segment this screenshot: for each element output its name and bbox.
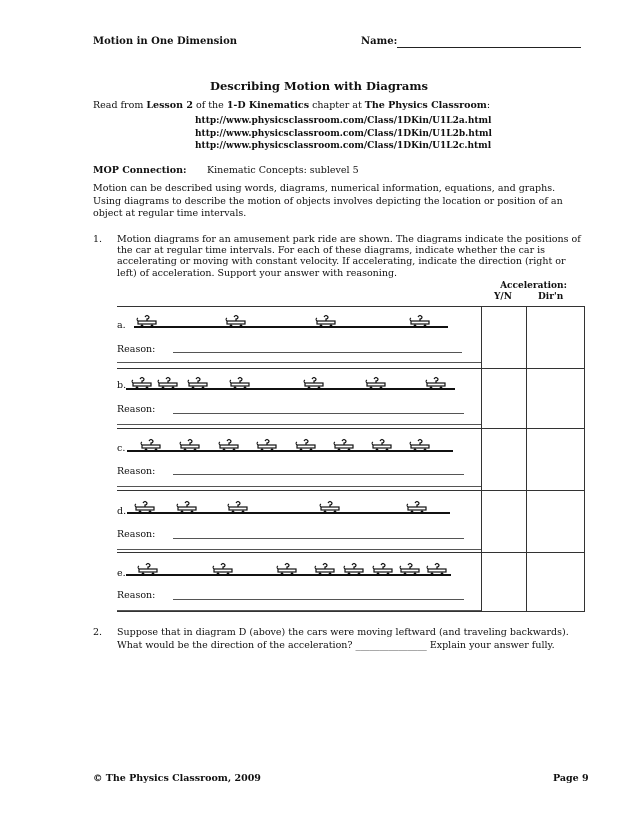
name-label: Name: xyxy=(361,36,398,47)
car-icon xyxy=(275,562,299,576)
row-underline xyxy=(117,362,481,363)
read-from-line xyxy=(93,100,490,111)
track-a xyxy=(134,326,448,328)
footer-page-number: Page 9 xyxy=(553,773,589,784)
row-underline xyxy=(117,486,481,487)
row-underline xyxy=(117,610,481,611)
reason-line-e[interactable] xyxy=(173,599,464,600)
car-icon xyxy=(405,500,429,514)
reason-line-b[interactable] xyxy=(173,413,464,414)
table-divider xyxy=(481,306,482,612)
reason-label: Reason: xyxy=(117,466,156,477)
row-e-label: e. xyxy=(117,568,126,579)
car-icon xyxy=(408,438,432,452)
car-icon xyxy=(255,438,279,452)
name-blank-line[interactable] xyxy=(397,47,581,48)
car-icon xyxy=(364,376,388,390)
track-c xyxy=(127,450,453,452)
car-icon xyxy=(398,562,422,576)
car-icon xyxy=(211,562,235,576)
row-underline xyxy=(117,549,481,550)
car-icon xyxy=(314,314,338,328)
yn-column-header: Y/N xyxy=(494,292,512,302)
table-rule xyxy=(117,368,585,369)
table-divider xyxy=(526,306,527,612)
row-c-label: c. xyxy=(117,443,126,454)
reason-label: Reason: xyxy=(117,590,156,601)
reason-line-d[interactable] xyxy=(173,538,464,539)
intro-paragraph: Motion can be described using words, diagrams, numerical information, equations, and graphs. Using diagrams to describe the motion of objects involves depicting the location or position of an object at regular time intervals. xyxy=(93,183,563,219)
table-divider xyxy=(584,306,585,612)
car-icon xyxy=(175,500,199,514)
reason-label: Reason: xyxy=(117,344,156,355)
car-icon xyxy=(318,500,342,514)
footer-copyright: © The Physics Classroom, 2009 xyxy=(93,773,261,784)
row-a-label: a. xyxy=(117,320,126,331)
car-icon xyxy=(136,562,160,576)
car-icon xyxy=(226,500,250,514)
chapter-name: 1-D Kinematics xyxy=(226,100,310,111)
url-link[interactable]: http://www.physicsclassroom.com/Class/1DKin/U1L2c.html xyxy=(195,141,492,151)
car-icon xyxy=(186,376,210,390)
car-icon xyxy=(130,376,154,390)
question-1-number: 1. xyxy=(93,234,103,245)
table-rule xyxy=(117,306,585,307)
car-icon xyxy=(228,376,252,390)
reason-line-a[interactable] xyxy=(173,352,462,353)
direction-column-header: Dir'n xyxy=(538,292,564,302)
car-icon xyxy=(135,314,159,328)
read-prefix: Read from xyxy=(93,100,147,111)
car-icon xyxy=(342,562,366,576)
table-rule xyxy=(117,552,585,553)
url-list xyxy=(195,115,492,153)
question-2-text: Suppose that in diagram D (above) the cars were moving leftward (and traveling backwards). What would be the direction of the acceleration? _______________ Explain your answer fully. xyxy=(117,627,569,651)
table-rule xyxy=(117,611,585,612)
mop-text: Kinematic Concepts: sublevel 5 xyxy=(207,165,359,176)
reason-label: Reason: xyxy=(117,404,156,415)
car-icon xyxy=(370,438,394,452)
car-icon xyxy=(424,376,448,390)
car-icon xyxy=(332,438,356,452)
acceleration-header: Acceleration: xyxy=(500,281,567,291)
reason-label: Reason: xyxy=(117,529,156,540)
read-mid2: chapter at xyxy=(309,100,365,111)
read-suffix: : xyxy=(486,100,491,111)
lesson-name: Lesson 2 xyxy=(146,100,193,111)
page-title: Describing Motion with Diagrams xyxy=(209,79,429,93)
mop-label: MOP Connection: xyxy=(93,165,187,176)
question-1-text: Motion diagrams for an amusement park ride are shown. The diagrams indicate the positions of the car at regular time intervals. For each of these diagrams, indicate whether the car is accelerating or moving with constant velocity. If accelerating, indicate the direction (right or left) of acceleration. Support your answer with reasoning. xyxy=(117,234,581,279)
url-link[interactable]: http://www.physicsclassroom.com/Class/1DKin/U1L2b.html xyxy=(195,128,492,139)
car-icon xyxy=(139,438,163,452)
car-icon xyxy=(294,438,318,452)
car-icon xyxy=(408,314,432,328)
car-icon xyxy=(133,500,157,514)
row-underline xyxy=(117,424,481,425)
site-name: The Physics Classroom xyxy=(364,100,487,111)
table-rule xyxy=(117,490,585,491)
row-b-label: b. xyxy=(117,380,127,391)
car-icon xyxy=(217,438,241,452)
question-2-number: 2. xyxy=(93,627,103,638)
car-icon xyxy=(371,562,395,576)
car-icon xyxy=(224,314,248,328)
header-chapter: Motion in One Dimension xyxy=(93,36,238,47)
url-link[interactable]: http://www.physicsclassroom.com/Class/1DKin/U1L2a.html xyxy=(195,116,492,126)
table-rule xyxy=(117,428,585,429)
row-d-label: d. xyxy=(117,506,127,517)
car-icon xyxy=(425,562,449,576)
car-icon xyxy=(156,376,180,390)
car-icon xyxy=(178,438,202,452)
reason-line-c[interactable] xyxy=(173,474,464,475)
car-icon xyxy=(302,376,326,390)
read-mid1: of the xyxy=(192,100,227,111)
car-icon xyxy=(313,562,337,576)
